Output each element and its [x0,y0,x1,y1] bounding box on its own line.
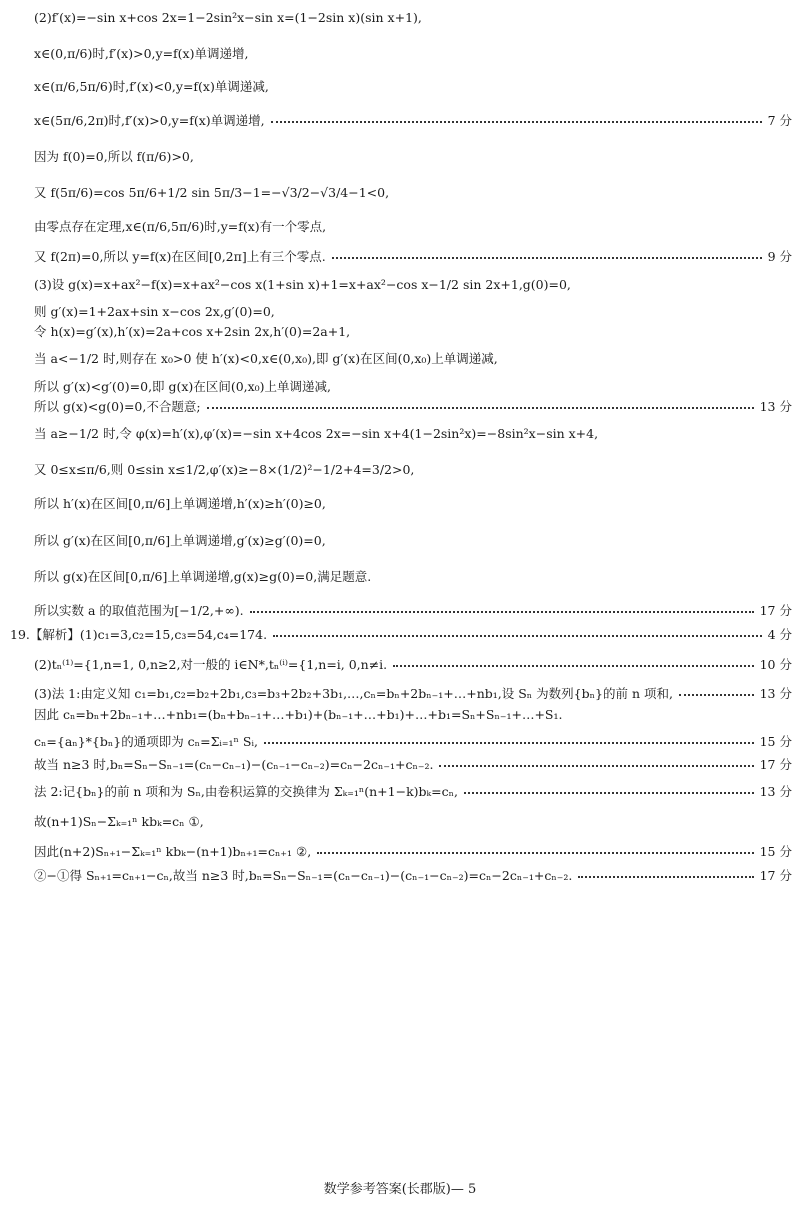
score-label: 15 分 [759,734,792,749]
solution-line [34,842,792,860]
solution-line [34,217,792,235]
line-text: 19.【解析】(1)c₁=3,c₂=15,c₃=54,c₄=174. [10,627,268,642]
line-text: (3)法 1:由定义知 c₁=b₁,c₂=b₂+2b₁,c₃=b₃+2b₂+3b₁,…,cₙ=bₙ+2bₙ₋₁+…+nb₁,设 Sₙ 为数列{bₙ}的前 n 项和, [34,686,673,701]
leader-dots [578,876,753,878]
solution-line [34,531,792,549]
score-label: 4 分 [767,627,792,642]
solution-line [34,275,792,293]
solution-line [34,755,792,773]
score-label: 17 分 [759,757,792,772]
line-text: 令 h(x)=g′(x),h′(x)=2a+cos x+2sin 2x,h′(0)=2a+1, [34,324,351,339]
leader-dots [207,407,754,409]
question-19-line [10,625,792,643]
line-text: 所以 g(x)在区间[0,π/6]上单调递增,g(x)≥g(0)=0,满足题意. [34,569,372,584]
leader-dots [271,121,762,123]
line-text: 又 f(5π/6)=cos 5π/6+1/2 sin 5π/3−1=−√3/2−√3/4−1<0, [34,185,390,200]
score-label: 17 分 [759,868,792,883]
line-text: (2)f′(x)=−sin x+cos 2x=1−2sin²x−sin x=(1−2sin x)(sin x+1), [34,10,422,25]
line-text: x∈(5π/6,2π)时,f′(x)>0,y=f(x)单调递增, [34,113,265,128]
leader-dots [439,765,753,767]
solution-line [34,812,792,830]
leader-dots [393,665,753,667]
solution-line [34,866,792,884]
solution-line [34,302,792,320]
line-text: 当 a<−1/2 时,则存在 x₀>0 使 h′(x)<0,x∈(0,x₀),即 g′(x)在区间(0,x₀)上单调递减, [34,351,498,366]
score-label: 15 分 [759,844,792,859]
leader-dots [332,257,762,259]
score-label: 17 分 [759,603,792,618]
solution-line [34,349,792,367]
score-label: 10 分 [759,657,792,672]
score-label: 9 分 [767,249,792,264]
line-text: ②−①得 Sₙ₊₁=cₙ₊₁−cₙ,故当 n≥3 时,bₙ=Sₙ−Sₙ₋₁=(cₙ−cₙ₋₁)−(cₙ₋₁−cₙ₋₂)=cₙ−2cₙ₋₁+cₙ₋₂. [34,868,573,883]
leader-dots [273,635,762,637]
solution-line [34,397,792,415]
line-text: 又 0≤x≤π/6,则 0≤sin x≤1/2,φ′(x)≥−8×(1/2)²−1/2+4=3/2>0, [34,462,415,477]
solution-line [34,377,792,395]
solution-line [34,655,792,673]
solution-line [34,44,792,62]
solution-line [34,601,792,619]
solution-line [34,247,792,265]
line-text: 故当 n≥3 时,bₙ=Sₙ−Sₙ₋₁=(cₙ−cₙ₋₁)−(cₙ₋₁−cₙ₋₂)=cₙ−2cₙ₋₁+cₙ₋₂. [34,757,434,772]
solution-line [34,705,792,723]
solution-line [34,732,792,750]
solution-line [34,460,792,478]
line-text: 所以 g′(x)<g′(0)=0,即 g(x)在区间(0,x₀)上单调递减, [34,379,332,394]
line-text: 法 2:记{bₙ}的前 n 项和为 Sₙ,由卷积运算的交换律为 Σₖ₌₁ⁿ(n+1−k)bₖ=cₙ, [34,784,458,799]
line-text: (2)tₙ⁽¹⁾={1,n=1, 0,n≥2,对一般的 i∈N*,tₙ⁽ⁱ⁾={1,n=i, 0,n≠i. [34,657,388,672]
line-text: 当 a≥−1/2 时,令 φ(x)=h′(x),φ′(x)=−sin x+4cos 2x=−sin x+4(1−2sin²x)=−8sin²x−sin x+4, [34,426,599,441]
score-label: 13 分 [759,686,792,701]
line-text: 因此 cₙ=bₙ+2bₙ₋₁+…+nb₁=(bₙ+bₙ₋₁+…+b₁)+(bₙ₋₁+…+b₁)+…+b₁=Sₙ+Sₙ₋₁+…+S₁. [34,707,563,722]
solution-line [34,567,792,585]
line-text: 因为 f(0)=0,所以 f(π/6)>0, [34,149,194,164]
line-text: 又 f(2π)=0,所以 y=f(x)在区间[0,2π]上有三个零点. [34,249,326,264]
line-text: (3)设 g(x)=x+ax²−f(x)=x+ax²−cos x(1+sin x)+1=x+ax²−cos x−1/2 sin 2x+1,g(0)=0, [34,277,571,292]
line-text: 所以 g(x)<g(0)=0,不合题意; [34,399,201,414]
solution-line [34,684,792,702]
solution-line [34,111,792,129]
leader-dots [317,852,753,854]
line-text: 因此(n+2)Sₙ₊₁−Σₖ₌₁ⁿ kbₖ−(n+1)bₙ₊₁=cₙ₊₁ ②, [34,844,312,859]
line-text: cₙ={aₙ}*{bₙ}的通项即为 cₙ=Σᵢ₌₁ⁿ Sᵢ, [34,734,258,749]
line-text: x∈(π/6,5π/6)时,f′(x)<0,y=f(x)单调递减, [34,79,269,94]
line-text: 所以 g′(x)在区间[0,π/6]上单调递增,g′(x)≥g′(0)=0, [34,533,326,548]
solution-line [34,10,792,25]
solution-line [34,183,792,201]
line-text: x∈(0,π/6)时,f′(x)>0,y=f(x)单调递增, [34,46,249,61]
solution-line [34,322,792,340]
solution-line [34,782,792,800]
line-text: 所以 h′(x)在区间[0,π/6]上单调递增,h′(x)≥h′(0)≥0, [34,496,326,511]
solution-line [34,147,792,165]
leader-dots [264,742,754,744]
line-text: 所以实数 a 的取值范围为[−1/2,+∞). [34,603,244,618]
line-text: 则 g′(x)=1+2ax+sin x−cos 2x,g′(0)=0, [34,304,275,319]
solution-line [34,494,792,512]
leader-dots [464,792,754,794]
solution-line [34,424,792,442]
line-text: 由零点存在定理,x∈(π/6,5π/6)时,y=f(x)有一个零点, [34,219,327,234]
score-label: 7 分 [767,113,792,128]
score-label: 13 分 [759,399,792,414]
score-label: 13 分 [759,784,792,799]
line-text: 故(n+1)Sₙ−Σₖ₌₁ⁿ kbₖ=cₙ ①, [34,814,204,829]
solution-line [34,77,792,95]
page-footer: 数学参考答案(长郡版)— 5 [323,1182,477,1197]
leader-dots [679,694,754,696]
leader-dots [250,611,754,613]
